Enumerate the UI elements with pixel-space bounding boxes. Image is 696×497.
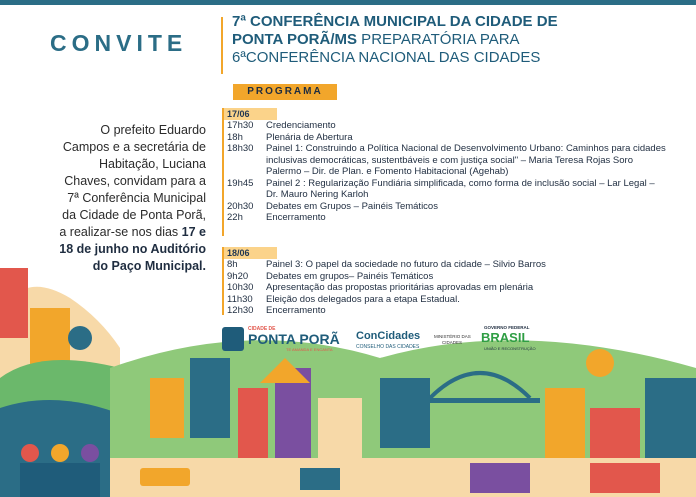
- schedule-time: 19h45: [227, 177, 254, 189]
- building-8: [590, 408, 640, 458]
- building-7: [545, 388, 585, 458]
- people-group: [20, 463, 100, 497]
- event-header: [232, 13, 652, 67]
- invitation-text: [58, 122, 206, 275]
- title-divider: [221, 17, 223, 74]
- day1-list: [224, 120, 666, 224]
- person-head-3: [81, 444, 99, 462]
- day1-section: [224, 108, 666, 224]
- house-1: [470, 463, 530, 493]
- header-line-2-bold: PONTA PORÃ/MS: [232, 31, 358, 48]
- schedule-desc: Apresentação das propostas prioritárias aprovadas em plenária: [266, 282, 534, 293]
- schedule-desc: Credenciamento: [266, 120, 336, 131]
- schedule-desc: Debates em grupos– Painéis Temáticos: [266, 270, 434, 282]
- header-line-3: 6ªCONFERÊNCIA NACIONAL DAS CIDADES: [232, 49, 541, 66]
- schedule-time: 18h30: [227, 143, 254, 154]
- schedule-desc: Painel 2 : Regularização Fundiária simplificada, como forma de inclusão social – Lar Legal – Dr. Mauro Nering Karloh: [266, 177, 655, 200]
- city-illustration: [0, 258, 696, 497]
- schedule-desc: Encerramento: [266, 305, 326, 316]
- building-3: [238, 388, 268, 458]
- invitation-body: O prefeito Eduardo Campos e a secretária de Habitação, Luciana Chaves, convidam para a 7ª Conferência Municipal da Cidade de Ponta Porã, a realizar-se nos dias: [59, 123, 206, 239]
- person-head-1: [21, 444, 39, 462]
- schedule-time: 12h30: [227, 305, 254, 316]
- gov-top: GOVERNO FEDERAL: [484, 325, 530, 330]
- building-5: [318, 398, 362, 458]
- schedule-desc: Eleição dos delegados para a etapa Estadual.: [266, 293, 460, 305]
- concidades-logo: ConCidades: [356, 330, 421, 342]
- schedule-row: [224, 132, 666, 144]
- logos-bar: [216, 323, 546, 355]
- concidades-sub: CONSELHO DAS CIDADES: [356, 344, 420, 350]
- pp-small: CIDADE DE: [248, 326, 276, 332]
- fist-panel: [0, 268, 28, 338]
- schedule-desc: Encerramento: [266, 212, 326, 223]
- bike-wheel: [68, 326, 92, 350]
- top-bar: [0, 0, 696, 5]
- programa-label: PROGRAMA: [233, 84, 337, 100]
- convite-title: CONVITE: [50, 30, 188, 56]
- schedule-row: [224, 212, 666, 224]
- bus: [140, 468, 190, 486]
- schedule-time: 11h30: [227, 293, 253, 305]
- schedule-desc: Debates em Grupos – Painéis Temáticos: [266, 200, 438, 212]
- building-9: [645, 378, 696, 458]
- schedule-desc: Plenária de Abertura: [266, 131, 353, 143]
- schedule-row: [224, 120, 666, 132]
- gov-brasil: BRASIL: [481, 330, 530, 345]
- building-1: [150, 378, 184, 438]
- coat-of-arms-icon: [222, 327, 244, 351]
- schedule-row: [224, 178, 666, 201]
- schedule-time: 20h30: [227, 200, 254, 212]
- house-2: [590, 463, 660, 493]
- invitation-bold: 17 e 18 de junho no Auditório do Paço Municipal.: [59, 225, 206, 273]
- yellow-block: [30, 308, 70, 368]
- ministry-1: MINISTÉRIO DAS: [434, 334, 471, 339]
- header-line-2: [232, 31, 652, 49]
- schedule-desc: Painel 1: Construindo a Política Nacional de Desenvolvimento Urbano: Caminhos para cidades inclusivas democráticas, sustentbáveis e com justiça social" – Maria Teresa Rojas Soro Palermo – Dir. de Plan. e Fomento Habitacional (Agehab): [266, 143, 666, 177]
- schedule-time: 17h30: [227, 120, 254, 131]
- day2-date: 18/06: [224, 247, 277, 259]
- schedule-time: 8h: [227, 259, 238, 270]
- bridge-deck: [430, 398, 540, 403]
- schedule-desc: Painel 3: O papel da sociedade no futuro da cidade – Silvio Barros: [266, 259, 546, 270]
- header-line-1: 7ª CONFERÊNCIA MUNICIPAL DA CIDADE DE: [232, 13, 558, 30]
- ministry-2: CIDADES: [442, 340, 463, 345]
- sun: [586, 349, 614, 377]
- schedule-time: 18h: [227, 131, 243, 143]
- schedule-time: 9h20: [227, 270, 249, 282]
- pp-logo: PONTA PORÃ: [248, 331, 340, 347]
- day1-date: 17/06: [224, 108, 277, 120]
- pp-tag: TE AMANDA E ENCANTA: [286, 347, 333, 352]
- header-line-2-rest: PREPARATÓRIA PARA: [357, 31, 520, 48]
- building-6: [380, 378, 430, 448]
- schedule-time: 22h: [227, 212, 243, 223]
- schedule-row: [224, 143, 666, 178]
- person-head-2: [51, 444, 69, 462]
- gov-sub: UNIÃO E RECONSTRUÇÃO: [484, 346, 536, 351]
- building-2: [190, 358, 230, 438]
- schedule-time: 10h30: [227, 282, 254, 293]
- recycle-bin: [300, 468, 340, 490]
- schedule-row: [224, 201, 666, 213]
